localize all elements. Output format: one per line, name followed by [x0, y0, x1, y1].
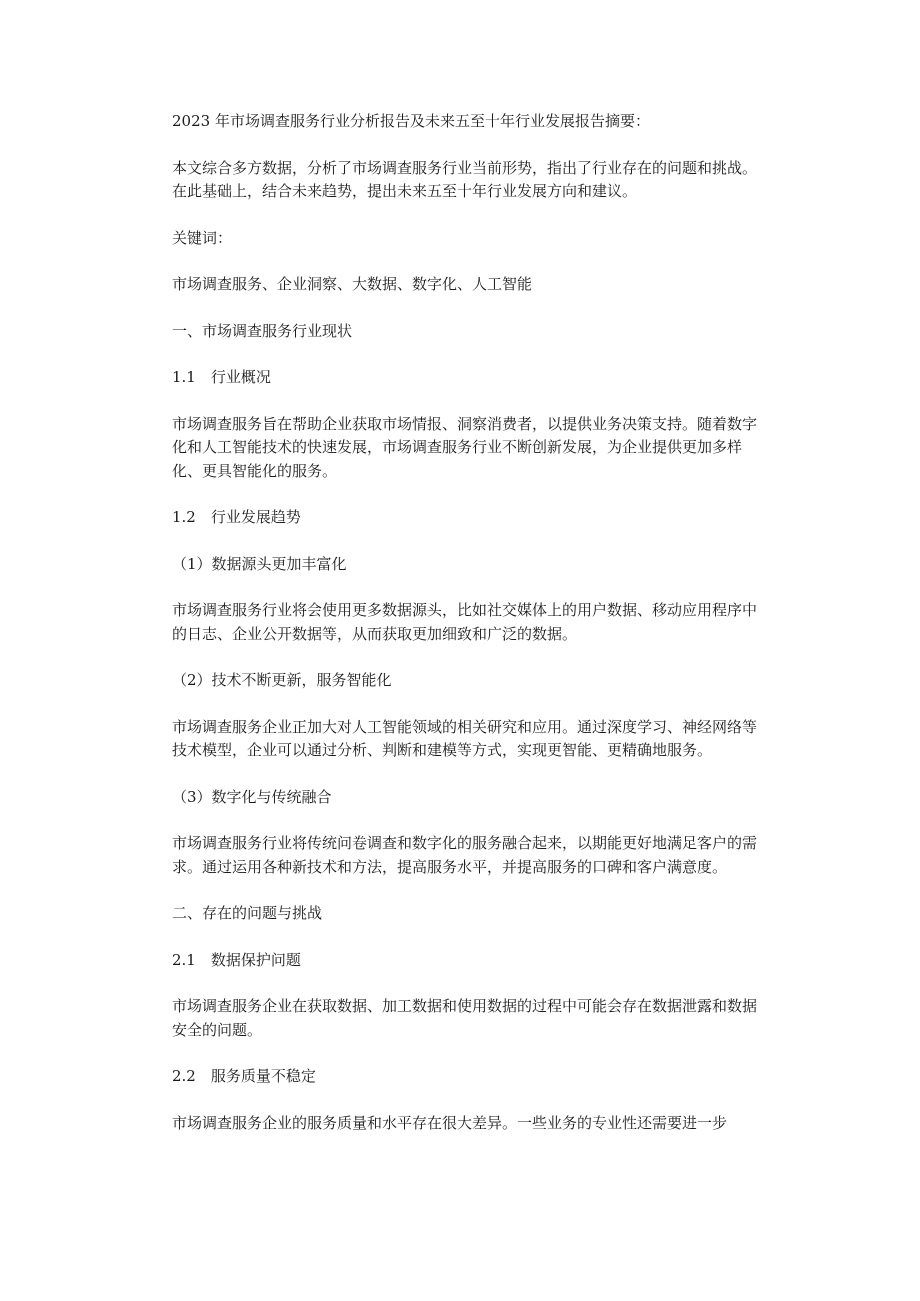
subsection-2-2-heading: 2.2 服务质量不稳定	[172, 1067, 316, 1085]
subsection-1-1-text: 市场调查服务旨在帮助企业获取市场情报、洞察消费者，以提供业务决策支持。随着数字化和人工智能技术的快速发展，市场调查服务行业不断创新发展，为企业提供更加多样化、更具智能化的服务。	[172, 414, 758, 480]
keywords-label: 关键词：	[172, 228, 233, 247]
abstract-paragraph: 本文综合多方数据，分析了市场调查服务行业当前形势，指出了行业存在的问题和挑战。在此基础上，结合未来趋势，提出未来五至十年行业发展方向和建议。	[172, 158, 758, 200]
item-1-2-2-text: 市场调查服务企业正加大对人工智能领域的相关研究和应用。通过深度学习、神经网络等技术模型，企业可以通过分析、判断和建模等方式，实现更智能、更精确地服务。	[172, 717, 758, 759]
item-1-2-2-heading: （2）技术不断更新，服务智能化	[172, 671, 392, 689]
subsection-2-2-text: 市场调查服务企业的服务质量和水平存在很大差异。一些业务的专业性还需要进一步	[172, 1113, 728, 1132]
item-1-2-3-heading: （3）数字化与传统融合	[172, 787, 332, 806]
item-1-2-3-text: 市场调查服务行业将传统问卷调查和数字化的服务融合起来，以期能更好地满足客户的需求。通过运用各种新技术和方法，提高服务水平，并提高服务的口碑和客户满意度。	[172, 834, 758, 876]
report-title: 2023 年市场调查服务行业分析报告及未来五至十年行业发展报告摘要：	[172, 112, 650, 130]
subsection-1-1-heading: 1.1 行业概况	[172, 368, 271, 386]
keywords-list: 市场调查服务、企业洞察、大数据、数字化、人工智能	[172, 275, 533, 293]
item-1-2-1-heading: （1）数据源头更加丰富化	[172, 554, 347, 573]
subsection-2-1-heading: 2.1 数据保护问题	[172, 950, 301, 969]
section-2-heading: 二、存在的问题与挑战	[172, 904, 323, 922]
document-body	[172, 110, 762, 1158]
subsection-2-1-text: 市场调查服务企业在获取数据、加工数据和使用数据的过程中可能会存在数据泄露和数据安全的问题。	[172, 997, 758, 1039]
section-1-heading: 一、市场调查服务行业现状	[172, 321, 353, 340]
subsection-1-2-heading: 1.2 行业发展趋势	[172, 508, 301, 526]
item-1-2-1-text: 市场调查服务行业将会使用更多数据源头，比如社交媒体上的用户数据、移动应用程序中的日志、企业公开数据等，从而获取更加细致和广泛的数据。	[172, 601, 758, 643]
